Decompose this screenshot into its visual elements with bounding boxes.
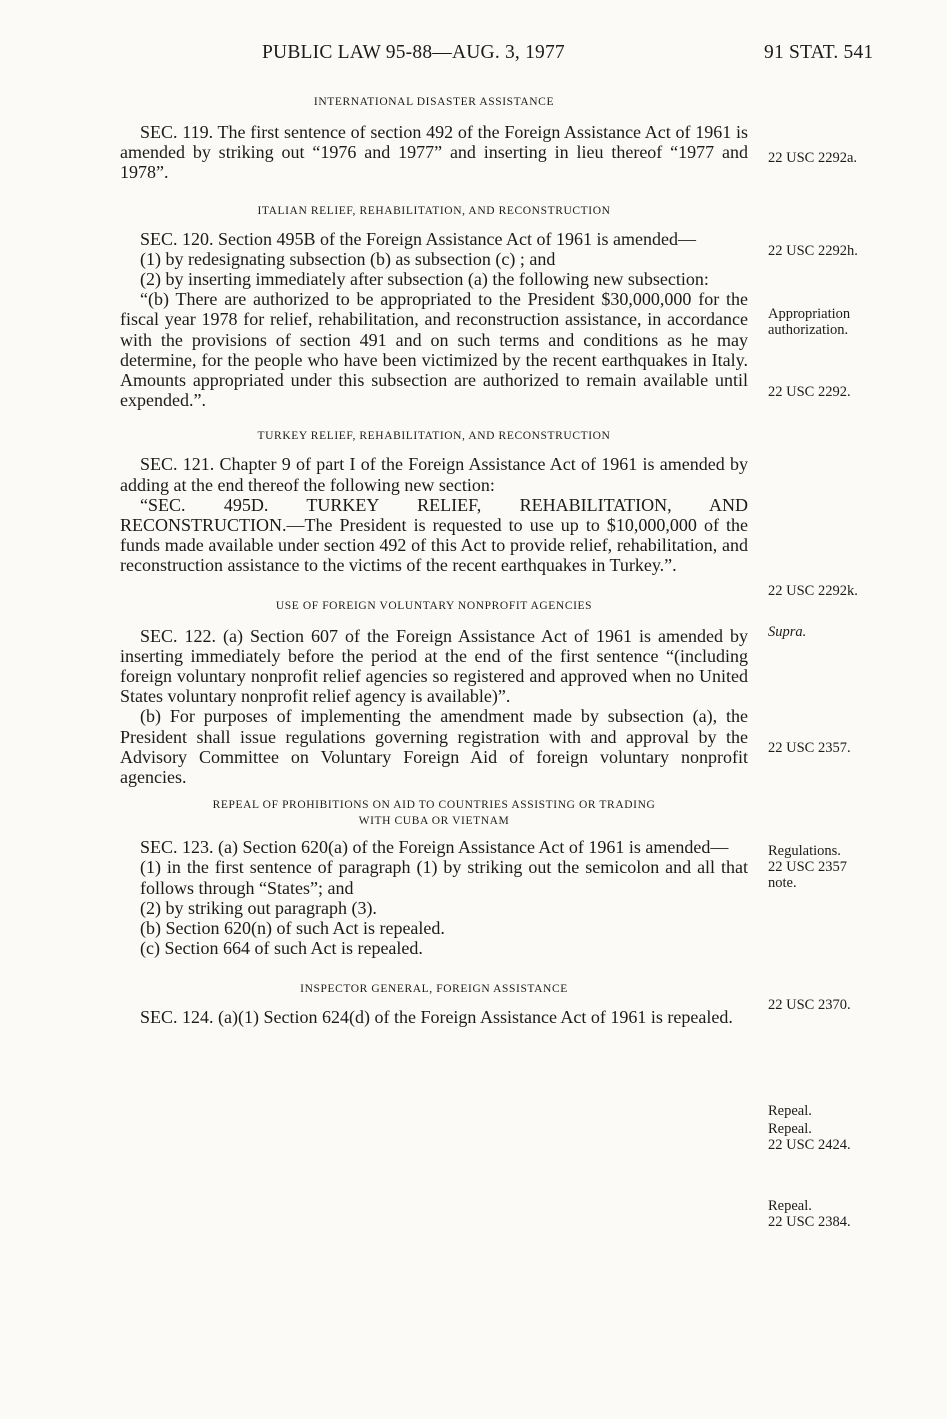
margin-note-2357-ref: 22 USC 2357	[768, 859, 847, 875]
margin-note-2292: 22 USC 2292.	[768, 384, 851, 400]
section-heading-120: ITALIAN RELIEF, REHABILITATION, AND RECONSTRUCTION	[257, 204, 611, 217]
running-title: PUBLIC LAW 95-88—AUG. 3, 1977	[262, 42, 565, 63]
margin-note-2292a: 22 USC 2292a.	[768, 150, 858, 166]
margin-note-appropriation: Appropriation	[768, 306, 851, 322]
section-heading-124: INSPECTOR GENERAL, FOREIGN ASSISTANCE	[300, 982, 568, 995]
section-122-subsection-b: (b) For purposes of implementing the amendment made by subsection (a), the President shall issue regulations governing registration with and approval by the Advisory Committee on Voluntary Foreign Aid of foreign voluntary nonprofit agencies.	[120, 706, 748, 788]
margin-note-2424: 22 USC 2424.	[768, 1137, 851, 1153]
section-123-subsection-c: (c) Section 664 of such Act is repealed.	[140, 938, 423, 959]
section-heading-121: TURKEY RELIEF, REHABILITATION, AND RECONSTRUCTION	[257, 430, 611, 443]
section-121-text: SEC. 121. Chapter 9 of part I of the Foreign Assistance Act of 1961 is amended by adding at the end thereof the following new section:	[120, 454, 748, 495]
margin-note-repeal-3: Repeal.	[768, 1198, 812, 1214]
section-124-text: SEC. 124. (a)(1) Section 624(d) of the Foreign Assistance Act of 1961 is repealed.	[140, 1006, 733, 1027]
page-header	[0, 42, 947, 72]
body-text	[120, 94, 748, 1027]
section-120-quoted-subsection: “(b) There are authorized to be appropriated to the President $30,000,000 for the fiscal year 1978 for relief, rehabilitation, and reconstruction assistance, in accordance with the provisions of section 491 and on such terms and conditions as he may determine, for the people who have been victimized by the recent earthquakes in Italy. Amounts appropriated under this subsection are authorized to remain available until expended.”.	[120, 289, 748, 411]
margin-note-2357: 22 USC 2357.	[768, 740, 851, 756]
section-123-item-1: (1) in the first sentence of paragraph (1) by striking out the semicolon and all that follows through “States”; and	[140, 857, 748, 898]
section-heading-119: INTERNATIONAL DISASTER ASSISTANCE	[313, 96, 555, 108]
section-123-item-2: (2) by striking out paragraph (3).	[140, 897, 377, 918]
margin-note-supra: Supra.	[768, 624, 807, 640]
margin-note-repeal-2: Repeal.	[768, 1121, 812, 1137]
section-120-item-1: (1) by redesignating subsection (b) as subsection (c) ; and	[140, 248, 556, 269]
section-120-item-2: (2) by inserting immediately after subsection (a) the following new subsection:	[140, 269, 709, 290]
margin-note-2370: 22 USC 2370.	[768, 997, 851, 1013]
section-123-text: SEC. 123. (a) Section 620(a) of the Foreign Assistance Act of 1961 is amended—	[140, 837, 729, 858]
section-123-subsection-b: (b) Section 620(n) of such Act is repealed.	[140, 918, 445, 939]
section-119-text: SEC. 119. The first sentence of section 492 of the Foreign Assistance Act of 1961 is amended by striking out “1976 and 1977” and inserting in lieu thereof “1977 and 1978”.	[120, 122, 748, 183]
margin-note-repeal-1: Repeal.	[768, 1103, 812, 1119]
section-120-text: SEC. 120. Section 495B of the Foreign Assistance Act of 1961 is amended—	[140, 228, 696, 249]
margin-note-regulations: Regulations.	[768, 843, 841, 859]
margin-note-2384: 22 USC 2384.	[768, 1214, 851, 1230]
section-heading-122: USE OF FOREIGN VOLUNTARY NONPROFIT AGENCIES	[275, 599, 593, 612]
section-heading-123-line-2: WITH CUBA OR VIETNAM	[358, 815, 510, 828]
section-heading-123-line-1: REPEAL OF PROHIBITIONS ON AID TO COUNTRIES ASSISTING OR TRADING	[212, 799, 656, 812]
section-122-subsection-a: SEC. 122. (a) Section 607 of the Foreign Assistance Act of 1961 is amended by inserting immediately before the period at the end of the first sentence “(including foreign voluntary nonprofit relief agencies so registered and approved when no United States voluntary nonprofit relief agency is available)”.	[120, 625, 748, 707]
statute-page-number: 91 STAT. 541	[764, 42, 874, 63]
margin-note-note: note.	[768, 875, 797, 891]
section-121-quoted-section: “SEC. 495D. TURKEY RELIEF, REHABILITATION, AND RECONSTRUCTION.—The President is requested to use up to $10,000,000 of the funds made available under section 492 of this Act to provide relief, rehabilitation, and reconstruction assistance to the victims of the recent earthquakes in Turkey.”.	[120, 494, 748, 576]
margin-note-2292h: 22 USC 2292h.	[768, 243, 858, 259]
margin-note-2292k: 22 USC 2292k.	[768, 583, 858, 599]
margin-note-authorization: authorization.	[768, 322, 849, 338]
